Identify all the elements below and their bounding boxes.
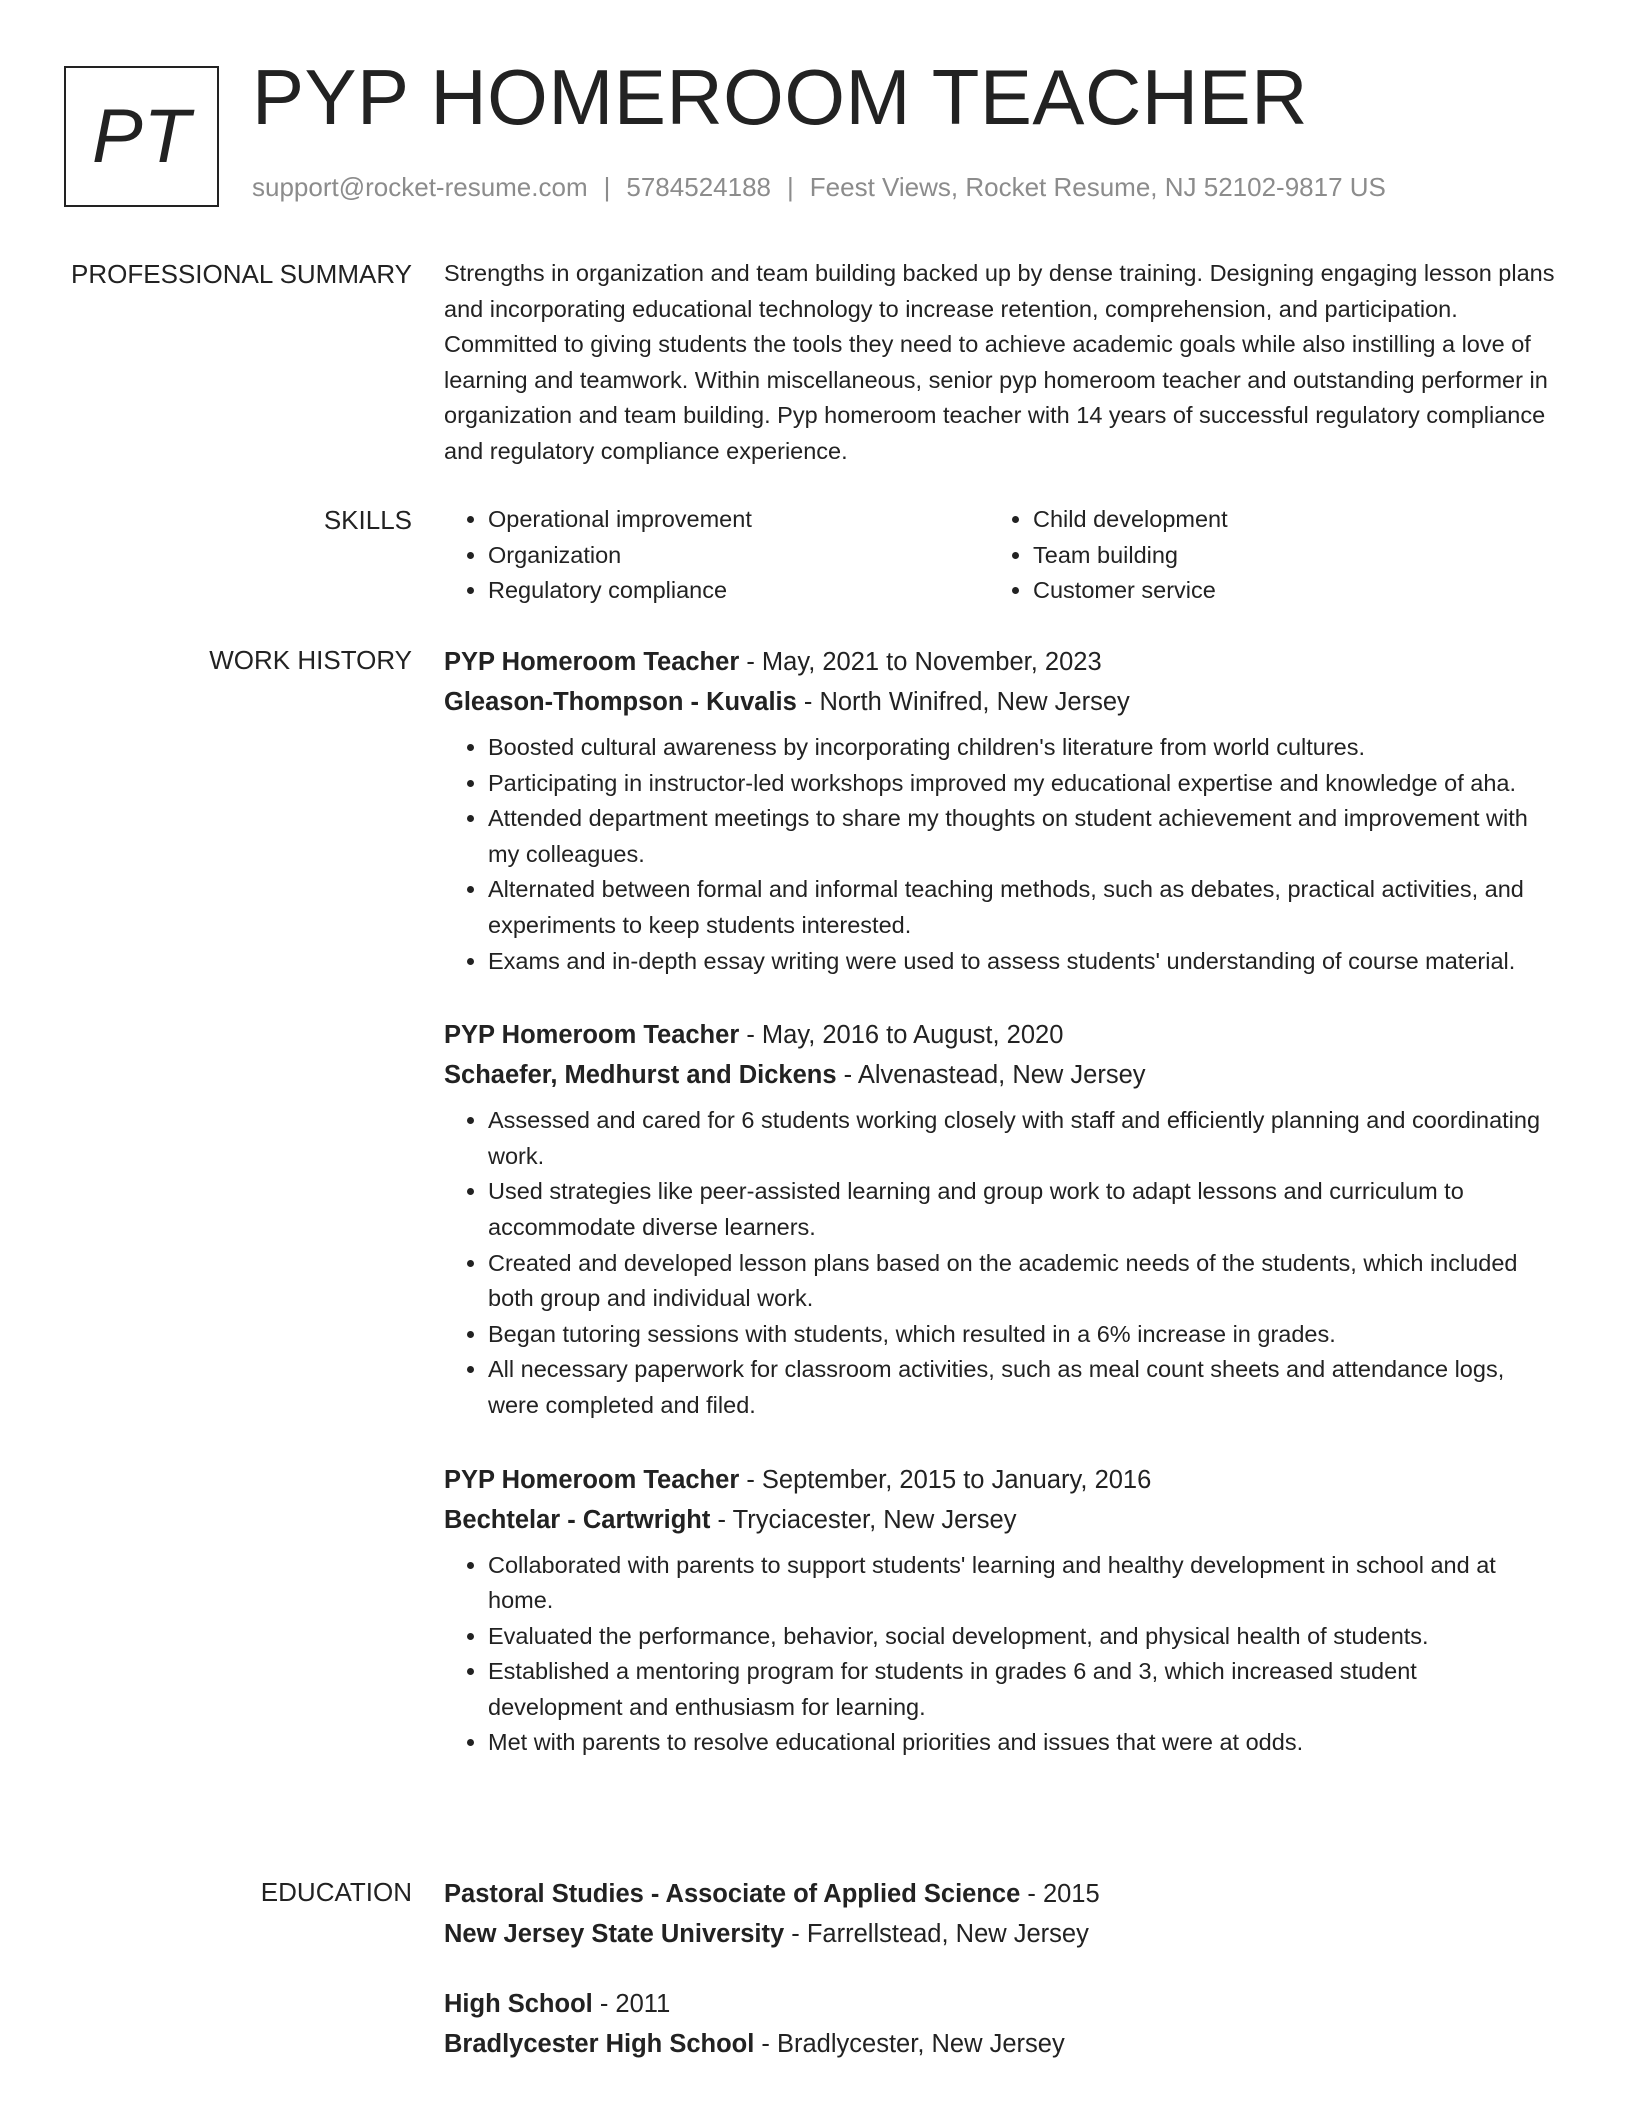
job-location: - Alvenastead, New Jersey bbox=[836, 1061, 1146, 1090]
job-dates: - May, 2016 to August, 2020 bbox=[739, 1021, 1064, 1050]
skill-item: • Team building bbox=[1033, 538, 1534, 574]
job-bullet: • Met with parents to resolve educational priorities and issues that were at odds. bbox=[488, 1725, 1556, 1761]
education-degree: Pastoral Studies - Associate of Applied Science bbox=[444, 1880, 1021, 1908]
job-dates: - May, 2021 to November, 2023 bbox=[739, 648, 1102, 676]
job-bullet: • Participating in instructor-led workshops improved my educational expertise and knowledge of aha. bbox=[488, 766, 1556, 802]
section-label-skills: SKILLS bbox=[323, 505, 412, 535]
job-bullet: • Assessed and cared for 6 students working closely with staff and efficiently planning and coordinating work. bbox=[488, 1103, 1556, 1174]
job-bullet: • Alternated between formal and informal teaching methods, such as debates, practical activities, and experiments to keep students interested. bbox=[488, 872, 1556, 943]
skill-item: • Child development bbox=[1033, 502, 1534, 538]
job-entry bbox=[444, 1460, 1556, 1762]
job-bullet: • All necessary paperwork for classroom activities, such as meal count sheets and attendance logs, were completed and filed. bbox=[488, 1352, 1556, 1423]
job-entry bbox=[444, 642, 1556, 979]
job-bullet: • Evaluated the performance, behavior, social development, and physical health of students. bbox=[488, 1619, 1556, 1655]
skill-item: • Operational improvement bbox=[488, 502, 989, 538]
education-year: - 2011 bbox=[592, 1990, 671, 2018]
job-location: - Tryciacester, New Jersey bbox=[710, 1505, 1017, 1534]
job-bullet: • Boosted cultural awareness by incorporating children's literature from world cultures. bbox=[488, 730, 1556, 766]
skills-column-right bbox=[989, 502, 1534, 609]
job-company: Gleason-Thompson - Kuvalis bbox=[444, 688, 797, 716]
education-list bbox=[444, 1874, 1556, 2094]
skill-item: • Regulatory compliance bbox=[488, 573, 989, 609]
job-title: PYP Homeroom Teacher bbox=[444, 1021, 740, 1050]
education-degree: High School bbox=[444, 1990, 593, 2018]
job-location: - North Winifred, New Jersey bbox=[796, 688, 1130, 716]
job-bullet: • Began tutoring sessions with students, which resulted in a 6% increase in grades. bbox=[488, 1317, 1556, 1353]
job-bullet: • Attended department meetings to share my thoughts on student achievement and improvement with my colleagues. bbox=[488, 801, 1556, 872]
job-bullet: • Collaborated with parents to support students' learning and healthy development in school and at home. bbox=[488, 1548, 1556, 1619]
section-label-education: EDUCATION bbox=[260, 1877, 412, 1907]
job-entry bbox=[444, 1015, 1556, 1423]
education-entry bbox=[444, 1874, 1556, 1954]
section-label-work: WORK HISTORY bbox=[209, 645, 412, 675]
summary-text: Strengths in organization and team building backed up by dense training. Designing engaging lesson plans and incorporating educational technology to increase retention, comprehension, and participation. Committed to giving students the tools they need to achieve academic goals while also instilling a love of learning and teamwork. Within miscellaneous, senior pyp homeroom teacher and outstanding performer in organization and team building. Pyp homeroom teacher with 14 years of successful regulatory compliance and regulatory compliance experience. bbox=[444, 260, 1555, 464]
skills-column-left bbox=[444, 502, 989, 609]
education-location: - Farrellstead, New Jersey bbox=[784, 1920, 1089, 1948]
contact-separator: | bbox=[603, 172, 611, 202]
contact-address: Feest Views, Rocket Resume, NJ 52102-9817 US bbox=[809, 172, 1386, 202]
skill-item: • Customer service bbox=[1033, 573, 1534, 609]
education-year: - 2015 bbox=[1020, 1880, 1100, 1908]
education-location: - Bradlycester, New Jersey bbox=[754, 2030, 1065, 2058]
job-bullets bbox=[444, 730, 1556, 979]
job-bullet: • Established a mentoring program for students in grades 6 and 3, which increased student development and enthusiasm for learning. bbox=[488, 1654, 1556, 1725]
job-dates: - September, 2015 to January, 2016 bbox=[739, 1465, 1152, 1494]
job-title: PYP Homeroom Teacher bbox=[444, 648, 740, 676]
job-bullets bbox=[444, 1103, 1556, 1423]
monogram-badge: PT bbox=[64, 66, 219, 207]
contact-separator: | bbox=[787, 172, 794, 202]
job-title: PYP Homeroom Teacher bbox=[444, 1465, 740, 1494]
education-entry bbox=[444, 1984, 1556, 2064]
resume-header bbox=[0, 0, 1632, 230]
contact-line bbox=[252, 172, 1386, 203]
page-title: PYP HOMEROOM TEACHER bbox=[252, 53, 1308, 141]
skill-item: • Organization bbox=[488, 538, 989, 574]
section-label-summary: PROFESSIONAL SUMMARY bbox=[71, 259, 412, 289]
education-school: Bradlycester High School bbox=[444, 2030, 755, 2058]
contact-email[interactable]: support@rocket-resume.com bbox=[252, 172, 588, 202]
education-school: New Jersey State University bbox=[444, 1920, 785, 1948]
job-company: Schaefer, Medhurst and Dickens bbox=[444, 1061, 837, 1090]
work-history-list bbox=[444, 642, 1556, 1797]
contact-phone[interactable]: 5784524188 bbox=[626, 172, 771, 202]
job-company: Bechtelar - Cartwright bbox=[444, 1505, 711, 1534]
job-bullet: • Created and developed lesson plans based on the academic needs of the students, which included both group and individual work. bbox=[488, 1246, 1556, 1317]
skills-list bbox=[444, 502, 1556, 609]
job-bullet: • Used strategies like peer-assisted learning and group work to adapt lessons and curriculum to accommodate diverse learners. bbox=[488, 1174, 1556, 1245]
job-bullet: • Exams and in-depth essay writing were used to assess students' understanding of course material. bbox=[488, 944, 1556, 980]
job-bullets bbox=[444, 1548, 1556, 1762]
